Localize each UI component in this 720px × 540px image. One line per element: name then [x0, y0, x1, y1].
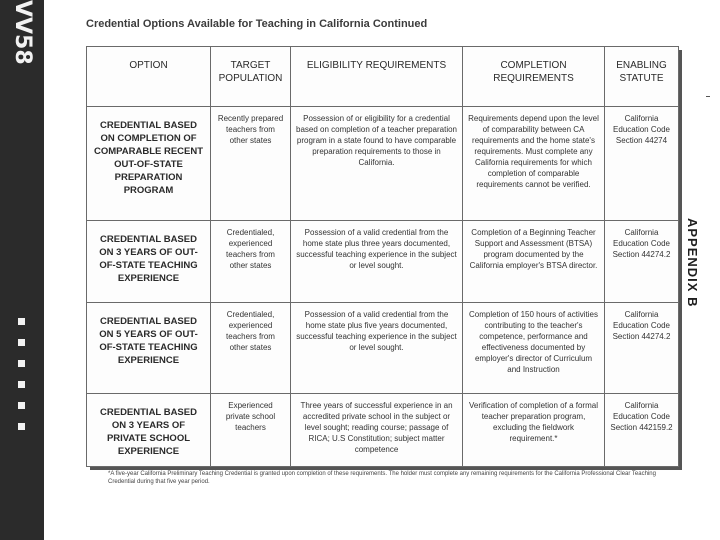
header-option: OPTION	[87, 47, 211, 107]
header-enabling-statute: ENABLING STATUTE	[605, 47, 679, 107]
table-row	[87, 303, 679, 394]
completion-cell: Verification of completion of a formal teacher preparation program, excluding the fieldwork requirement.*	[463, 394, 605, 467]
statute-cell: California Education Code Section 44274.2	[605, 303, 679, 394]
target-cell: Recently prepared teachers from other states	[211, 107, 291, 221]
margin-dots	[18, 318, 26, 444]
table-row	[87, 221, 679, 303]
credential-options-table	[86, 46, 678, 466]
eligibility-cell: Possession of a valid credential from the home state plus three years documented, successful teaching experience in the subject or level sought.	[291, 221, 463, 303]
statute-cell: California Education Code Section 44274	[605, 107, 679, 221]
table-row	[87, 107, 679, 221]
statute-cell: California Education Code Section 442159.2	[605, 394, 679, 467]
option-cell: CREDENTIAL BASED ON 3 YEARS OF PRIVATE SCHOOL EXPERIENCE	[87, 394, 211, 467]
completion-cell: Completion of a Beginning Teacher Support and Assessment (BTSA) program documented by the California employer's BTSA director.	[463, 221, 605, 303]
option-cell: CREDENTIAL BASED ON COMPLETION OF COMPARABLE RECENT OUT-OF-STATE PREPARATION PROGRAM	[87, 107, 211, 221]
footnote: *A five-year California Preliminary Teaching Credential is granted upon completion of these requirements. The holder must complete any remaining requirements for the California Professional Clear Teaching Credential during that five year period.	[108, 471, 656, 485]
option-cell: CREDENTIAL BASED ON 3 YEARS OF OUT-OF-STATE TEACHING EXPERIENCE	[87, 221, 211, 303]
page-title: Credential Options Available for Teaching in California Continued	[86, 18, 428, 30]
margin-mark	[706, 96, 710, 97]
option-cell: CREDENTIAL BASED ON 5 YEARS OF OUT-OF-STATE TEACHING EXPERIENCE	[87, 303, 211, 394]
target-cell: Credentialed, experienced teachers from other states	[211, 221, 291, 303]
completion-cell: Requirements depend upon the level of comparability between CA requirements and the home state's requirements. Must complete any California requirements for which completion of comparable requirements cannot be verified.	[463, 107, 605, 221]
header-eligibility-requirements: ELIGIBILITY REQUIREMENTS	[291, 47, 463, 107]
appendix-label: APPENDIX B	[685, 218, 700, 308]
target-cell: Credentialed, experienced teachers from other states	[211, 303, 291, 394]
header-completion-requirements: COMPLETION REQUIREMENTS	[463, 47, 605, 107]
eligibility-cell: Possession of a valid credential from the home state plus five years documented, successful teaching experience in the subject or level sought.	[291, 303, 463, 394]
eligibility-cell: Possession of or eligibility for a credential based on completion of a teacher preparation program in a state found to have comparable preparation requirements to those in California.	[291, 107, 463, 221]
left-margin-strip	[0, 0, 44, 540]
eligibility-cell: Three years of successful experience in an accredited private school in the subject or level sought; reading course; passage of RICA; U.S Constitution; subject matter competence	[291, 394, 463, 467]
header-target-population: TARGET POPULATION	[211, 47, 291, 107]
table-header-row	[87, 47, 679, 107]
completion-cell: Completion of 150 hours of activities contributing to the teacher's competence, performance and effectiveness documented by employer's director of Curriculum and Instruction	[463, 303, 605, 394]
page-number: VV58	[10, 0, 35, 65]
statute-cell: California Education Code Section 44274.2	[605, 221, 679, 303]
target-cell: Experienced private school teachers	[211, 394, 291, 467]
table-row	[87, 394, 679, 467]
